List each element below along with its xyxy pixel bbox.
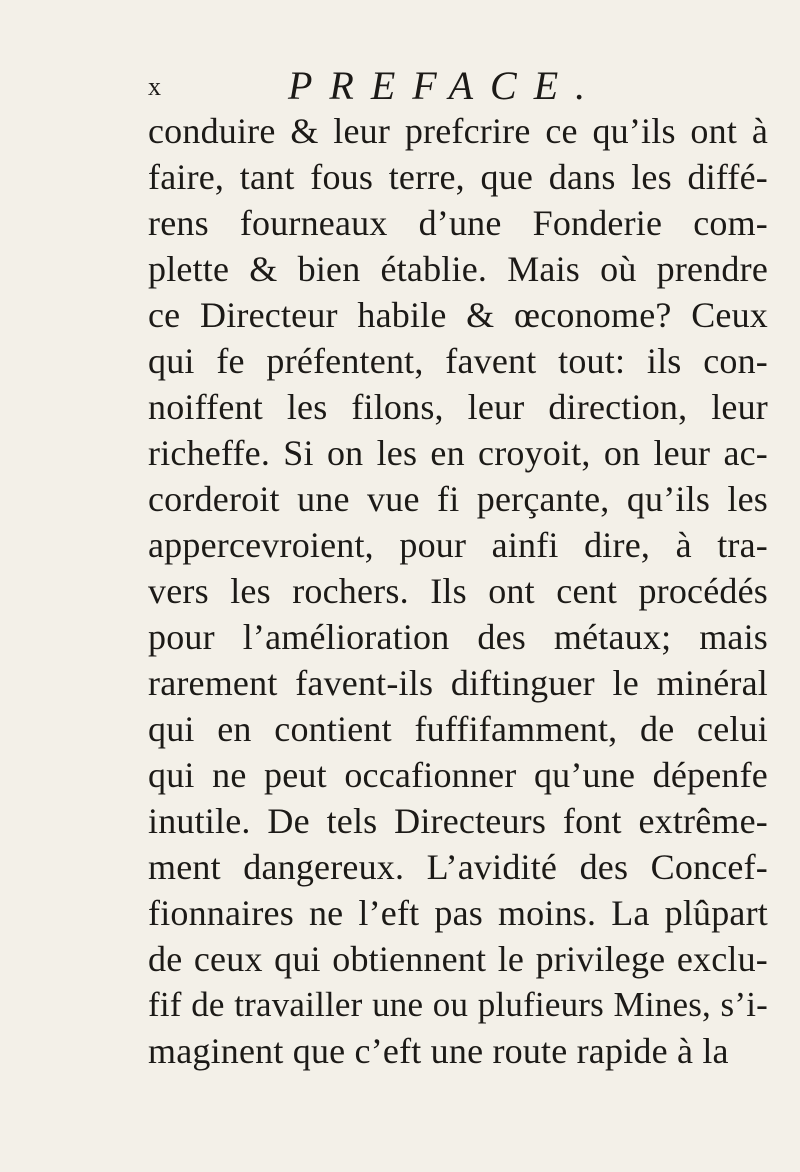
page-number: x <box>148 72 162 101</box>
text-line: de ceux qui obtiennent le privilege exclu- <box>148 939 768 979</box>
page-header <box>148 62 768 112</box>
text-line: inutile. De tels Directeurs font extrême- <box>148 801 768 841</box>
text-line: rarement favent-ils diftinguer le minéral <box>148 663 768 703</box>
text-line: richeffe. Si on les en croyoit, on leur ac- <box>148 433 768 473</box>
text-line: qui fe préfentent, favent tout: ils con- <box>148 341 768 381</box>
text-line: rens fourneaux d’une Fonderie com- <box>148 203 768 243</box>
text-line: conduire & leur prefcrire ce qu’ils ont à <box>148 111 768 151</box>
text-line: fif de travailler une ou plufieurs Mines, s’i- <box>148 985 768 1024</box>
text-line: vers les rochers. Ils ont cent procédés <box>148 571 768 611</box>
text-line: maginent que c’eft une route rapide à la <box>148 1031 729 1071</box>
text-line: ment dangereux. L’avidité des Concef- <box>148 847 768 887</box>
text-line: qui en contient fuffifamment, de celui <box>148 709 768 749</box>
text-line: ce Directeur habile & œconome? Ceux <box>148 295 768 335</box>
running-head: PREFACE. <box>288 63 603 108</box>
text-line: qui ne peut occafionner qu’une dépenfe <box>148 755 768 795</box>
body-text <box>148 108 768 1074</box>
text-line: corderoit une vue fi perçante, qu’ils les <box>148 479 768 519</box>
text-line: noiffent les filons, leur direction, leur <box>148 387 768 427</box>
text-line: faire, tant fous terre, que dans les diffé- <box>148 157 768 197</box>
text-line: fionnaires ne l’eft pas moins. La plûpart <box>148 893 768 933</box>
text-line: pour l’amélioration des métaux; mais <box>148 617 768 657</box>
text-line: appercevroient, pour ainfi dire, à tra- <box>148 525 768 565</box>
text-line: plette & bien établie. Mais où prendre <box>148 249 768 289</box>
